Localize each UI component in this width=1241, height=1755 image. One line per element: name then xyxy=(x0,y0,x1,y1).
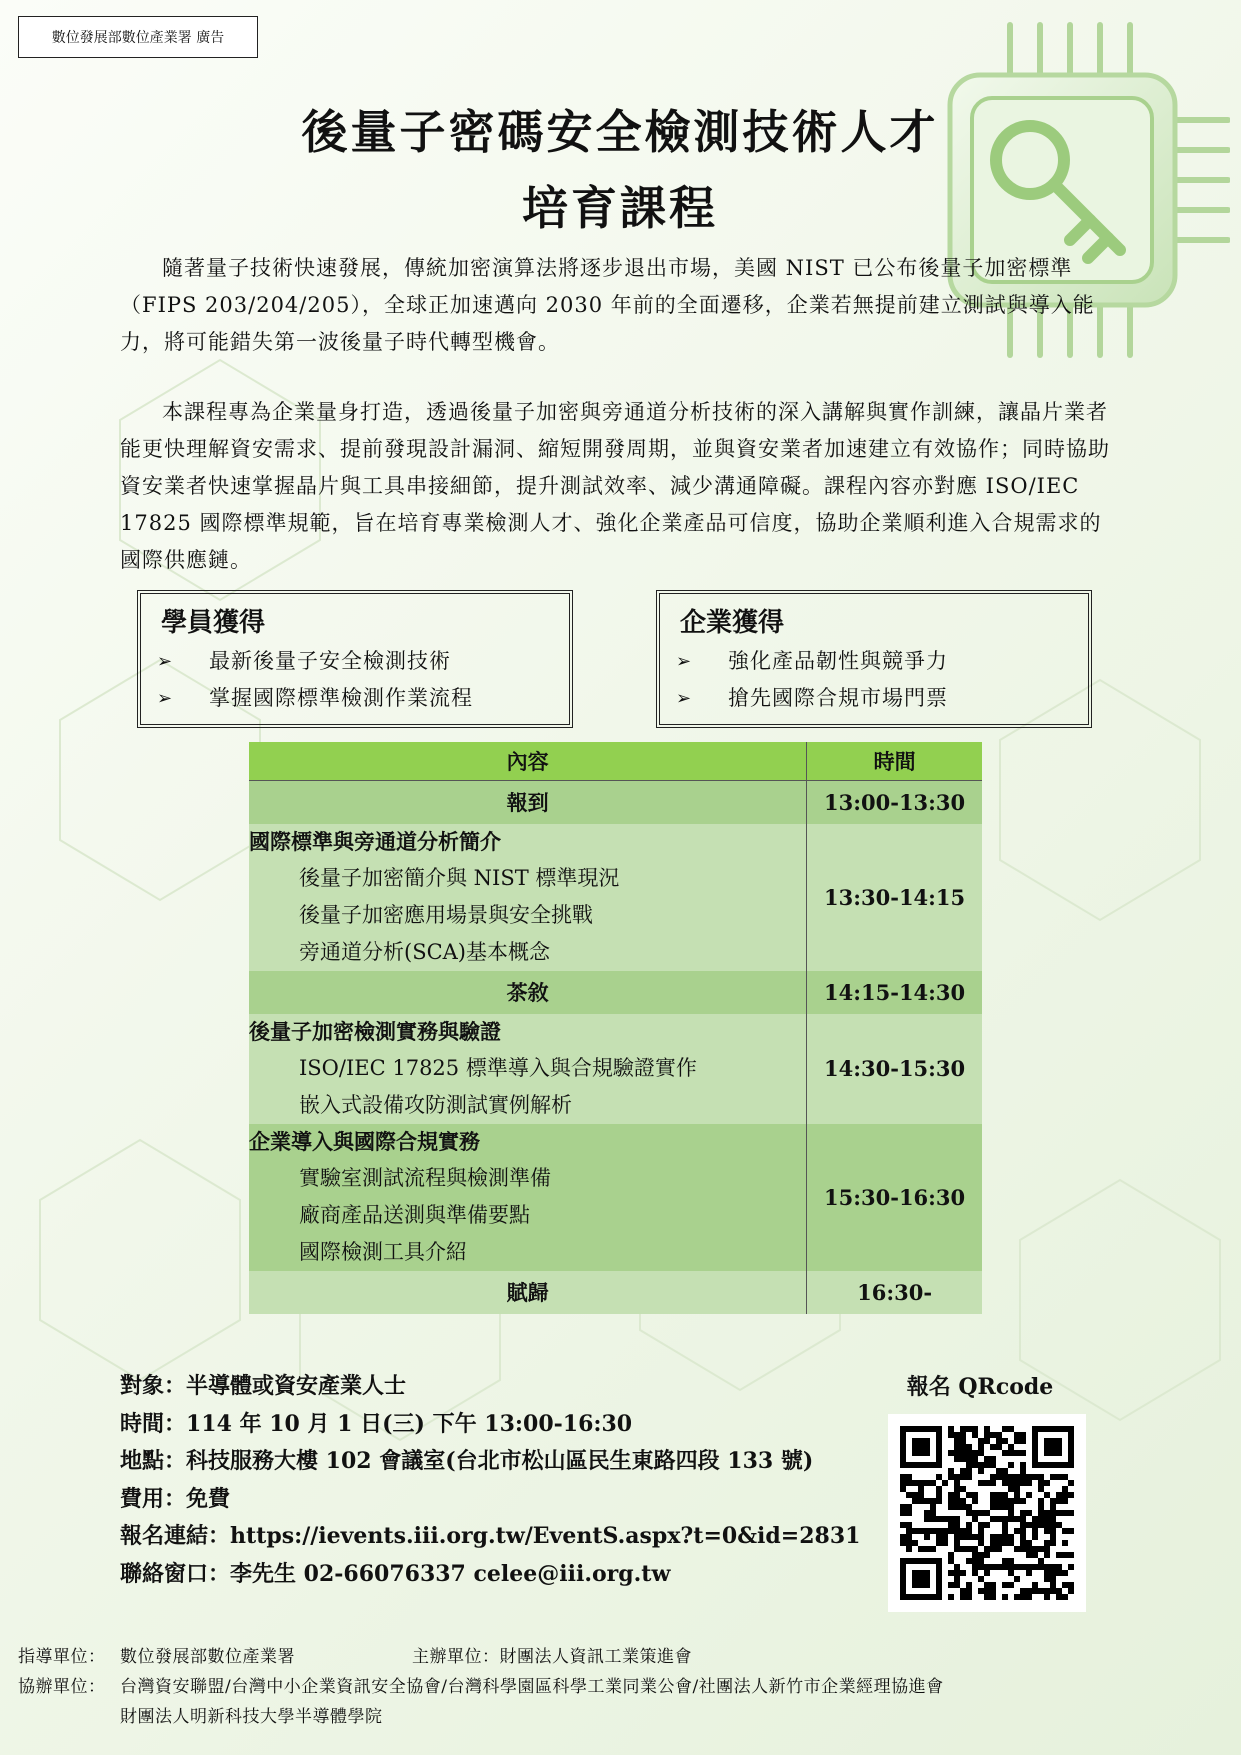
table-row: 後量子加密檢測實務與驗證 ISO/IEC 17825 標準導入與合規驗證實作 嵌入式設備攻防測試實例解析 14:30-15:30 xyxy=(249,1014,982,1124)
contact-text: 聯絡窗口：李先生 02-66076337 celee@iii.org.tw xyxy=(120,1560,671,1587)
company-gains-title: 企業獲得 xyxy=(680,608,785,638)
table-row: 賦歸 16:30- xyxy=(249,1271,982,1314)
intro-paragraph-2: 本課程專為企業量身打造，透過後量子加密與旁通道分析技術的深入講解與實作訓練，讓晶片業者能更快理解資安需求、提前發現設計漏洞、縮短開發周期，並與資安業者加速建立有效協作；同時協助資安業者快速掌握晶片與工具串接細節，提升測試效率、減少溝通障礙。課程內容亦對應 ISO/IEC 17825 國際標準規範，旨在培育專業檢測人才、強化企業產品可信度，協助企業順利進入合規需求的國際供應鏈。 xyxy=(120,400,1110,572)
arrow-bullet-icon: ➢ xyxy=(676,651,693,672)
footer: 指導單位： 數位發展部數位產業署 主辦單位： 財團法人資訊工業策進會 協辦單位： 台灣資安聯盟/台灣中小企業資訊安全協會/台灣科學園區科學工業同業公會/社團法人新竹市企業經理協進會 財團法人明新科技大學半導體學院 xyxy=(18,1642,944,1732)
place-text: 地點：科技服務大樓 102 會議室(台北市松山區民生東路四段 133 號) xyxy=(120,1448,814,1474)
arrow-bullet-icon: ➢ xyxy=(157,651,174,672)
page-subtitle: 培育課程 xyxy=(522,181,718,235)
arrow-bullet-icon: ➢ xyxy=(157,688,174,709)
student-gains-box xyxy=(137,590,573,728)
page-title: 後量子密碼安全檢測技術人才 xyxy=(301,105,939,159)
table-row: 茶敘 14:15-14:30 xyxy=(249,971,982,1014)
registration-link[interactable]: 報名連結：https://ievents.iii.org.tw/EventS.aspx?t=0&id=2831 xyxy=(120,1523,861,1549)
table-row: 國際標準與旁通道分析簡介 後量子加密簡介與 NIST 標準現況 後量子加密應用場景與安全挑戰 旁通道分析(SCA)基本概念 13:30-14:15 xyxy=(249,824,982,971)
host-org: 財團法人資訊工業策進會 xyxy=(499,1647,692,1667)
list-item: ➢ 強化產品韌性與競爭力 xyxy=(676,643,1072,680)
qr-code-icon[interactable] xyxy=(888,1414,1086,1612)
table-row: 報到 13:00-13:30 xyxy=(249,781,982,824)
list-item: ➢ 掌握國際標準檢測作業流程 xyxy=(157,680,553,717)
co-org-line2: 財團法人明新科技大學半導體學院 xyxy=(120,1707,383,1727)
event-info xyxy=(120,1368,900,1593)
header-content: 內容 xyxy=(249,742,807,781)
audience-text: 對象：半導體或資安產業人士 xyxy=(120,1373,407,1399)
schedule-table xyxy=(249,742,982,1314)
co-org-line1: 台灣資安聯盟/台灣中小企業資訊安全協會/台灣科學園區科學工業同業公會/社團法人新竹市企業經理協進會 xyxy=(120,1677,944,1697)
ad-badge: 數位發展部數位產業署 廣告 xyxy=(18,16,258,58)
table-row: 企業導入與國際合規實務 實驗室測試流程與檢測準備 廠商產品送測與準備要點 國際檢測工具介紹 15:30-16:30 xyxy=(249,1124,982,1271)
arrow-bullet-icon: ➢ xyxy=(676,688,693,709)
fee-text: 費用：免費 xyxy=(120,1485,231,1512)
header-time: 時間 xyxy=(807,742,982,781)
guide-org: 數位發展部數位產業署 xyxy=(120,1647,295,1667)
list-item: ➢ 最新後量子安全檢測技術 xyxy=(157,643,553,680)
company-gains-box xyxy=(656,590,1092,728)
table-header-row xyxy=(249,742,982,781)
list-item: ➢ 搶先國際合規市場門票 xyxy=(676,680,1072,717)
student-gains-title: 學員獲得 xyxy=(161,608,266,638)
qr-label: 報名 QRcode xyxy=(906,1374,1054,1400)
intro-paragraph-1: 隨著量子技術快速發展，傳統加密演算法將逐步退出市場，美國 NIST 已公布後量子加密標準（FIPS 203/204/205），全球正加速邁向 2030 年前的全面遷移，企業若無提前建立測試與導入能力，將可能錯失第一波後量子時代轉型機會。 xyxy=(120,256,1095,354)
time-text: 時間：114 年 10 月 1 日(三) 下午 13:00-16:30 xyxy=(120,1410,633,1437)
